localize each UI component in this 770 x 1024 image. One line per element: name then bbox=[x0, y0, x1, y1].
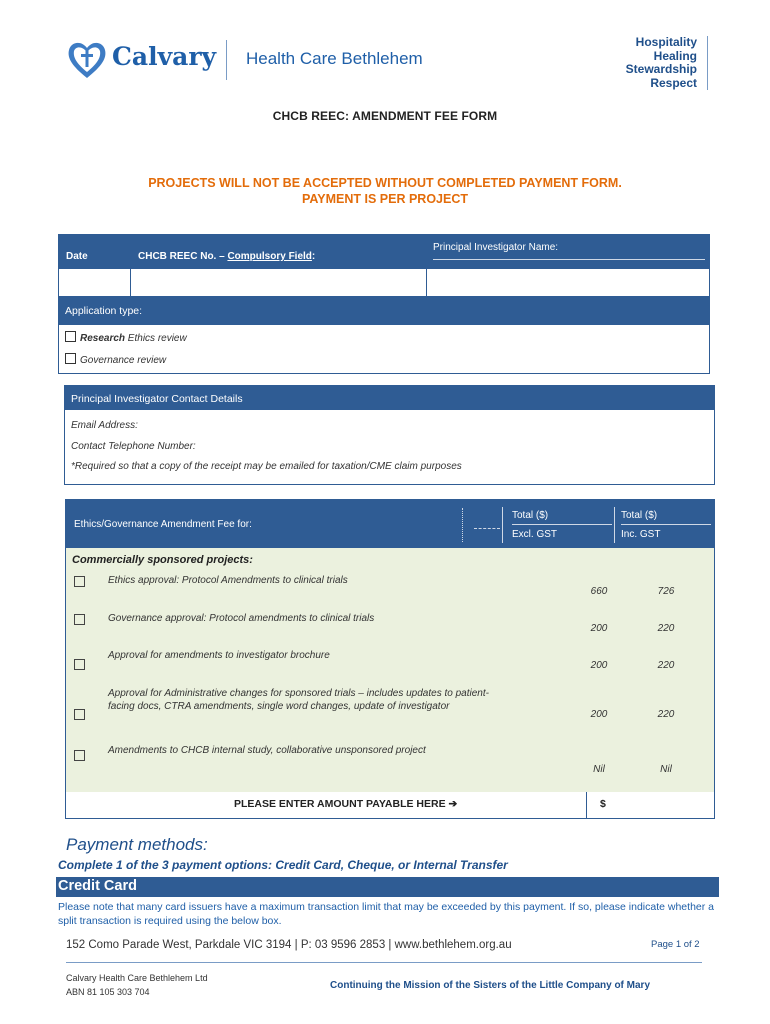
fee-row-label: Approval for Administrative changes for sponsored trials – includes updates to patient-facing docs, CTRA amendments, single word changes, update of investigator bbox=[108, 688, 489, 712]
reec-number-input[interactable] bbox=[131, 269, 427, 296]
fee-table-body bbox=[66, 548, 714, 792]
header-rule bbox=[512, 524, 612, 525]
fee-row-checkbox[interactable] bbox=[74, 709, 85, 720]
fee-excl-value: 200 bbox=[590, 709, 608, 720]
fee-inc-value: 726 bbox=[657, 586, 675, 597]
inc-gst-header-bottom: Inc. GST bbox=[621, 529, 661, 540]
calvary-logo bbox=[66, 38, 466, 86]
header-divider bbox=[462, 508, 464, 542]
pi-name-input[interactable] bbox=[427, 269, 709, 296]
fee-excl-value: 200 bbox=[590, 623, 608, 634]
fee-row-checkbox[interactable] bbox=[74, 614, 85, 625]
section-title: Commercially sponsored projects: bbox=[72, 554, 253, 566]
project-details-input-row bbox=[59, 269, 709, 297]
reec-colon: : bbox=[311, 251, 316, 262]
amount-payable-label: PLEASE ENTER AMOUNT PAYABLE HERE ➔ bbox=[234, 798, 458, 810]
fee-row-checkbox[interactable] bbox=[74, 659, 85, 670]
fee-row-label: Governance approval: Protocol amendments to clinical trials bbox=[108, 613, 375, 624]
fee-inc-value: 220 bbox=[657, 623, 675, 634]
excl-gst-header-top: Total ($) bbox=[512, 510, 549, 521]
amount-payable-input[interactable] bbox=[612, 794, 710, 816]
fee-excl-value: 660 bbox=[590, 586, 608, 597]
compulsory-field-text: Compulsory Field bbox=[227, 251, 312, 262]
governance-review-option[interactable] bbox=[65, 353, 166, 366]
application-type-header: Application type: bbox=[59, 297, 709, 325]
form-title: CHCB REEC: AMENDMENT FEE FORM bbox=[272, 109, 498, 123]
page-number: Page 1 of 2 bbox=[651, 939, 700, 950]
amount-payable-row bbox=[66, 792, 714, 818]
fee-excl-value: 200 bbox=[590, 660, 608, 671]
fee-row-label: Approval for amendments to investigator brochure bbox=[108, 650, 330, 661]
header-rule bbox=[621, 524, 711, 525]
currency-symbol: $ bbox=[600, 798, 606, 810]
fee-row-label: Amendments to CHCB internal study, collaborative unsponsored project bbox=[108, 745, 426, 756]
fee-inc-value: 220 bbox=[657, 709, 675, 720]
date-input[interactable] bbox=[59, 269, 131, 296]
date-label: Date bbox=[66, 251, 88, 262]
fee-for-label: Ethics/Governance Amendment Fee for: bbox=[74, 519, 252, 530]
project-details-header bbox=[59, 235, 709, 269]
option-text: Governance review bbox=[80, 355, 167, 366]
reec-label-text: CHCB REEC No. – bbox=[138, 251, 228, 262]
fee-row-checkbox[interactable] bbox=[74, 576, 85, 587]
excl-gst-header-bottom: Excl. GST bbox=[512, 529, 558, 540]
receipt-note: *Required so that a copy of the receipt may be emailed for taxation/CME claim purposes bbox=[71, 461, 462, 472]
fee-inc-value: Nil bbox=[660, 764, 672, 775]
values-list bbox=[626, 36, 708, 90]
phone-label[interactable]: Contact Telephone Number: bbox=[71, 441, 196, 452]
option-text: Ethics review bbox=[125, 333, 187, 344]
project-details-table bbox=[58, 234, 710, 374]
payment-methods-subtitle: Complete 1 of the 3 payment options: Credit Card, Cheque, or Internal Transfer bbox=[58, 858, 508, 872]
fee-row-label: Ethics approval: Protocol Amendments to clinical trials bbox=[108, 575, 348, 586]
company-details bbox=[66, 971, 208, 999]
company-name: Calvary Health Care Bethlehem Ltd bbox=[66, 973, 208, 983]
logo-word: Calvary bbox=[112, 42, 217, 71]
warning-notice bbox=[0, 175, 770, 207]
footer-rule bbox=[66, 962, 702, 963]
credit-card-note: Please note that many card issuers have a maximum transaction limit that may be exceeded by this payment. If so, please indicate whether a split transaction is required using the below box. bbox=[58, 901, 714, 927]
logo-divider bbox=[226, 40, 227, 80]
value-item: Healing bbox=[653, 48, 697, 63]
research-ethics-option[interactable] bbox=[65, 331, 187, 344]
contact-details-box bbox=[64, 385, 715, 485]
option-bold: Research bbox=[80, 333, 126, 344]
mission-statement: Continuing the Mission of the Sisters of the Little Company of Mary bbox=[330, 980, 651, 991]
value-item: Respect bbox=[650, 75, 697, 90]
value-item: Hospitality bbox=[635, 35, 697, 49]
credit-card-header: Credit Card bbox=[56, 877, 719, 897]
warning-line: PAYMENT IS PER PROJECT bbox=[301, 192, 468, 206]
amount-divider bbox=[586, 792, 587, 818]
header-divider bbox=[614, 507, 615, 543]
pi-name-label: Principal Investigator Name: bbox=[433, 242, 705, 260]
email-label[interactable]: Email Address: bbox=[71, 420, 138, 431]
fee-table bbox=[65, 499, 715, 819]
warning-line: PROJECTS WILL NOT BE ACCEPTED WITHOUT COMPLETED PAYMENT FORM. bbox=[148, 176, 622, 190]
payment-methods-title: Payment methods: bbox=[66, 835, 208, 854]
fee-excl-value: Nil bbox=[593, 764, 605, 775]
inc-gst-header-top: Total ($) bbox=[621, 510, 658, 521]
research-ethics-checkbox[interactable] bbox=[65, 331, 76, 342]
value-item: Stewardship bbox=[625, 62, 697, 76]
header-dash bbox=[474, 528, 500, 529]
governance-review-checkbox[interactable] bbox=[65, 353, 76, 364]
logo-subtitle: Health Care Bethlehem bbox=[246, 49, 423, 68]
company-abn: ABN 81 105 303 704 bbox=[66, 987, 150, 997]
footer-address: 152 Como Parade West, Parkdale VIC 3194 | P: 03 9596 2853 | www.bethlehem.org.au bbox=[66, 939, 512, 951]
fee-inc-value: 220 bbox=[657, 660, 675, 671]
contact-details-header: Principal Investigator Contact Details bbox=[65, 386, 714, 412]
fee-table-header bbox=[66, 500, 714, 548]
reec-number-label bbox=[138, 251, 315, 262]
heart-cross-icon bbox=[66, 38, 108, 80]
fee-row-checkbox[interactable] bbox=[74, 750, 85, 761]
header-divider bbox=[502, 507, 503, 543]
